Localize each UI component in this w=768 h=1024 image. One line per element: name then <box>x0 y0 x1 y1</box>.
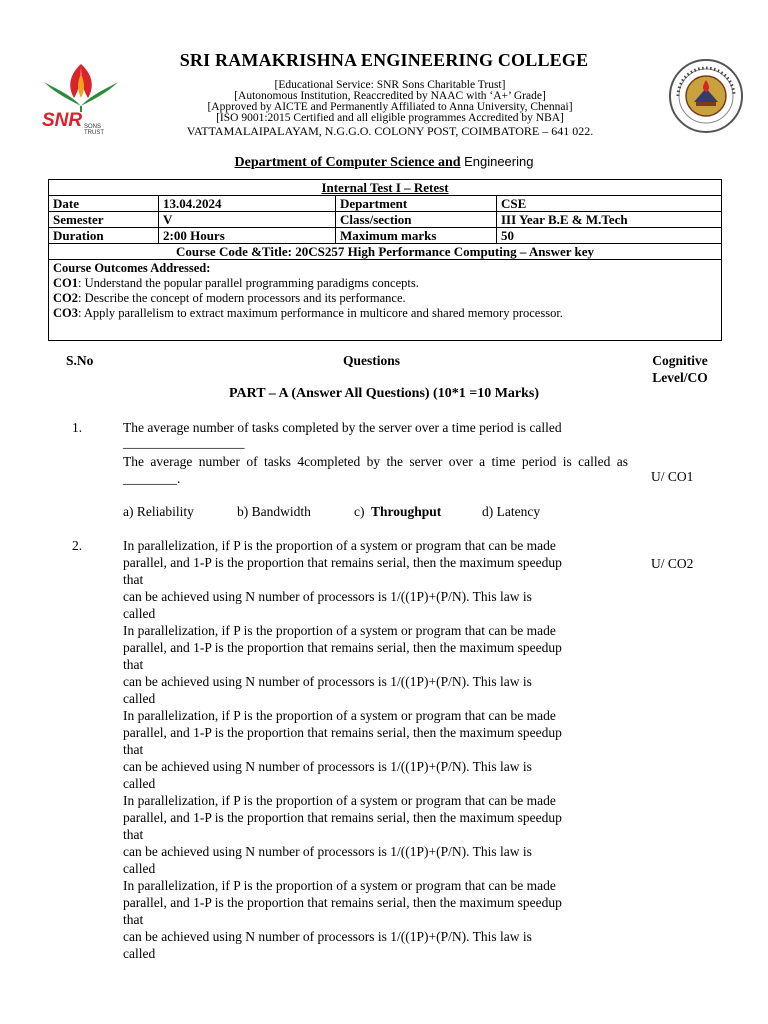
q2-line: In parallelization, if P is the proportion of a system or program that can be made <box>123 793 556 808</box>
q2-line: called <box>123 691 156 706</box>
q2-line: In parallelization, if P is the proportion of a system or program that can be made <box>123 708 556 723</box>
course-outcomes <box>48 259 722 341</box>
address-line: VATTAMALAIPALAYAM, N.G.G.O. COLONY POST, COIMBATORE – 641 022. <box>186 124 594 138</box>
course-title: Course Code &Title: 20CS257 High Performance Computing – Answer key <box>49 244 722 260</box>
col-cognitive: Cognitive Level/CO <box>652 353 708 385</box>
test-title: Internal Test I – Retest <box>49 180 722 196</box>
q2-line: can be achieved using N number of processors is 1/((1P)+(P/N). This law is <box>123 674 532 689</box>
q1-line2: The average number of tasks 4completed by the server over a time period is called as ________. <box>123 454 628 486</box>
q2-line: parallel, and 1-P is the proportion that remains serial, then the maximum speedup <box>123 725 562 740</box>
college-name: SRI RAMAKRISHNA ENGINEERING COLLEGE <box>179 50 589 70</box>
iso-line: [ISO 9001:2015 Certified and all eligible programmes Accredited by NBA] <box>216 112 564 124</box>
q2-line: can be achieved using N number of processors is 1/((1P)+(P/N). This law is <box>123 929 532 944</box>
q2-line: called <box>123 946 156 961</box>
outcome-item <box>53 291 717 306</box>
table-cell: Duration <box>49 228 159 244</box>
outcomes-heading: Course Outcomes Addressed: <box>53 261 211 275</box>
table-row <box>49 228 722 244</box>
q2-line: called <box>123 776 156 791</box>
q1-option-c-label: c) <box>354 504 365 519</box>
q2-line: parallel, and 1-P is the proportion that remains serial, then the maximum speedup <box>123 895 562 910</box>
table-cell: V <box>159 212 336 228</box>
outcome-item <box>53 276 717 291</box>
part-a-heading: PART – A (Answer All Questions) (10*1 =10 Marks) <box>228 386 540 401</box>
q2-line: can be achieved using N number of processors is 1/((1P)+(P/N). This law is <box>123 759 532 774</box>
table-row <box>49 196 722 212</box>
q2-number: 2. <box>72 538 83 553</box>
col-sno: S.No <box>66 353 94 368</box>
accreditation-line: [Autonomous Institution, Reaccredited by NAAC with ‘A+’ Grade] <box>234 90 546 102</box>
outcome-code: CO1 <box>53 276 78 290</box>
table-cell: Maximum marks <box>336 228 497 244</box>
q2-line: called <box>123 861 156 876</box>
table-cell: III Year B.E & M.Tech <box>497 212 722 228</box>
q2-line: that <box>123 572 144 587</box>
q1-option-c-answer: Throughput <box>371 504 442 519</box>
q1-option-a: a) Reliability <box>123 504 194 519</box>
q2-line: In parallelization, if P is the proportion of a system or program that can be made <box>123 623 556 638</box>
outcome-code: CO3 <box>53 306 78 320</box>
q2-line: called <box>123 606 156 621</box>
q2-line: can be achieved using N number of processors is 1/((1P)+(P/N). This law is <box>123 589 532 604</box>
table-cell: Semester <box>49 212 159 228</box>
outcome-text: : Describe the concept of modern processors and its performance. <box>78 291 406 305</box>
q2-block <box>123 537 628 962</box>
table-cell: 13.04.2024 <box>159 196 336 212</box>
department-bold: Department of Computer Science and <box>234 155 461 170</box>
q1-blank: __________________ <box>123 435 245 450</box>
q1-number: 1. <box>72 420 83 435</box>
q2-line: parallel, and 1-P is the proportion that remains serial, then the maximum speedup <box>123 555 562 570</box>
q1-option-d: d) Latency <box>482 504 541 519</box>
table-cell: 2:00 Hours <box>159 228 336 244</box>
logo-subtext: SONS TRUST <box>84 124 104 136</box>
snr-logo <box>40 60 122 135</box>
table-row <box>49 212 722 228</box>
col-questions: Questions <box>343 353 401 368</box>
q2-line: that <box>123 827 144 842</box>
q2-line: that <box>123 742 144 757</box>
outcome-code: CO2 <box>53 291 78 305</box>
table-cell: Date <box>49 196 159 212</box>
q2-line: can be achieved using N number of processors is 1/((1P)+(P/N). This law is <box>123 844 532 859</box>
q1-co: U/ CO1 <box>651 469 694 484</box>
outcome-text: : Apply parallelism to extract maximum performance in multicore and shared memory processor. <box>78 306 563 320</box>
q2-line: parallel, and 1-P is the proportion that remains serial, then the maximum speedup <box>123 810 562 825</box>
table-cell: 50 <box>497 228 722 244</box>
table-cell: Class/section <box>336 212 497 228</box>
outcome-item <box>53 306 717 321</box>
table-cell: Department <box>336 196 497 212</box>
q1-option-b: b) Bandwidth <box>237 504 311 519</box>
test-info-table <box>48 179 722 260</box>
q2-co: U/ CO2 <box>651 556 694 571</box>
approval-line: [Approved by AICTE and Permanently Affiliated to Anna University, Chennai] <box>207 101 573 113</box>
q2-line: that <box>123 657 144 672</box>
table-cell: CSE <box>497 196 722 212</box>
department-rest: Engineering <box>464 154 534 169</box>
logo-text: SNR <box>42 110 83 131</box>
q2-line: parallel, and 1-P is the proportion that remains serial, then the maximum speedup <box>123 640 562 655</box>
department-heading <box>0 154 768 171</box>
q2-line: that <box>123 912 144 927</box>
q2-line: In parallelization, if P is the proportion of a system or program that can be made <box>123 538 556 553</box>
q2-line: In parallelization, if P is the proportion of a system or program that can be made <box>123 878 556 893</box>
q1-line1: The average number of tasks completed by the server over a time period is called <box>123 420 562 435</box>
outcome-text: : Understand the popular parallel programming paradigms concepts. <box>78 276 419 290</box>
trust-line: [Educational Service: SNR Sons Charitable Trust] <box>274 79 506 91</box>
